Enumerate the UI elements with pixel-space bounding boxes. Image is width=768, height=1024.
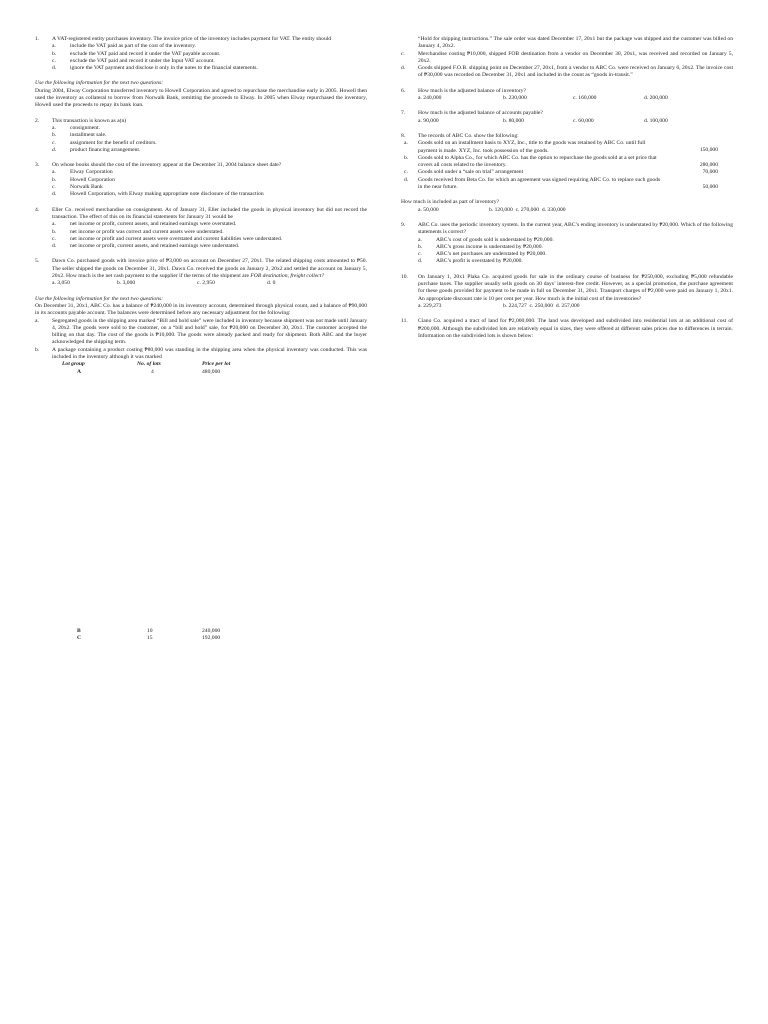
choice: a. 240,000 [418, 95, 442, 102]
option-letter: b. [52, 176, 57, 183]
option-letter: a. [52, 169, 56, 176]
option [401, 237, 733, 244]
question-text: How much is the adjusted balance of accounts payable? [418, 110, 543, 117]
choice: b. 230,000 [503, 95, 527, 102]
choice: d. 0 [267, 280, 276, 287]
question-number: 3. [35, 162, 40, 169]
item-text: Merchandise costing ₱10,000, shipped FOB destination from a vendor on December 30, 20x1, was received and recorded on January 5, 20x2. [418, 50, 733, 64]
info-item [401, 65, 733, 80]
option-letter: a. [52, 43, 56, 50]
option-letter: a. [418, 236, 422, 243]
question-number: 8. [401, 132, 406, 139]
option-letter: c. [418, 251, 422, 258]
record-item [401, 177, 733, 192]
option-text: exclude the VAT paid and record it under the VAT payable account. [70, 50, 221, 57]
column-header: No. of lots [137, 361, 161, 368]
option-text: assignment for the benefit of creditors. [70, 139, 157, 146]
item-amount: 50,000 [702, 183, 718, 190]
option [35, 51, 367, 58]
option [35, 132, 367, 139]
item-letter: a. [35, 317, 39, 324]
option [35, 169, 367, 176]
option [401, 244, 733, 251]
option-letter: c. [52, 57, 56, 64]
item-letter: d. [404, 176, 409, 183]
question-number: 11. [401, 318, 408, 325]
item-text: Goods sold to Alpha Co., for which ABC Co. has the option to repurchase the goods sold at a set price that covers all costs related to the inventory. [418, 154, 657, 169]
lot-count: 10 [147, 628, 153, 634]
option [35, 140, 367, 147]
option-text: net income or profit, current assets, and retained earnings were understated. [70, 243, 240, 250]
lots-header-row [35, 361, 367, 368]
question-11 [401, 318, 733, 340]
record-item [401, 155, 733, 170]
lot-group: B [77, 628, 81, 634]
question-9 [401, 222, 733, 237]
column-header: Price per lot [202, 361, 231, 368]
option [35, 177, 367, 184]
question-5 [35, 258, 367, 287]
item-text: Segregated goods in the shipping area marked “Bill and hold sale” were included in inventory because shipment was not made until January 4, 20x2. The goods were sold to the customer, on a “bill and hold” sale, for ₱20,000 on December 30, 20x1. The customer accepted the billing on that day. The cost of the goods is ₱10,000. The goods were already packed and ready for shipment. Both ABC and the buyer acknowledged the shipping term. [52, 317, 367, 346]
option [35, 243, 367, 250]
option-text: net income or profit, current assets, and retained earnings were overstated. [70, 221, 237, 228]
item-letter: d. [401, 65, 406, 72]
option-letter: d. [418, 258, 423, 265]
choice: b. 3,000 [117, 280, 136, 287]
question-text: Ciano Co. acquired a tract of land for ₱2,000,000. The land was developed and subdivided into residential lots at an additional cost of ₱200,000. Although the subdivided lots are relatively equal in sizes, they were offered at different sales prices due to differences in terrain. Information on the subdivided lots is shown below: [418, 318, 733, 339]
option-letter: c. [52, 139, 56, 146]
option-letter: d. [52, 146, 57, 153]
lot-count: 15 [147, 635, 153, 642]
left-column [35, 36, 367, 376]
answer-choices [418, 95, 733, 102]
lot-price: 240,000 [202, 628, 221, 634]
question-number: 10. [401, 273, 408, 280]
lot-group: A [77, 368, 82, 375]
item-letter: a. [404, 140, 408, 147]
question-italic-tail: FOB destination, freight collect? [250, 273, 325, 280]
question-text: Eller Co. received merchandise on consignment. As of January 31, Eller included the goods in physical inventory but did not record the transaction. The effect of this on its financial statements for January 31 would be [52, 206, 367, 220]
question-text: ABC Co. uses the periodic inventory system. In the current year, ABC’s ending inventory is understated by ₱20,000. Which of the following statements is correct? [418, 221, 733, 236]
info-item [35, 347, 367, 362]
option-letter: b. [418, 243, 423, 250]
question-text: This transaction is known as a(n) [52, 117, 127, 124]
option-letter: d. [52, 191, 57, 198]
question-text: How much is the adjusted balance of inventory? [418, 87, 526, 94]
item-amount: 280,000 [699, 161, 718, 168]
continued-item-b: “Hold for shipping instructions.” The sale order was dated December 17, 20x1 but the package was shipped and the customer was billed on January 4, 20x2. [418, 36, 733, 50]
item-text: Goods received from Beta Co. for which an agreement was signed requiring ABC Co. to replace such goods in the near future. [418, 176, 661, 191]
lot-count: 4 [151, 368, 154, 375]
option-text: exclude the VAT paid and record it under the Input VAT account. [70, 57, 215, 64]
choice: d. 100,000 [644, 117, 668, 124]
question-number: 9. [401, 221, 406, 228]
option-text: Elway Corporation [70, 169, 113, 176]
question-text: The records of ABC Co. show the following: [418, 132, 519, 139]
choice: a. 3,050 [52, 280, 70, 287]
option-letter: b. [52, 132, 57, 139]
option [35, 147, 367, 154]
option-text: product financing arrangement. [70, 146, 141, 153]
option-text: ABC’s net purchases are understated by ₱20,000. [436, 251, 547, 258]
option [35, 191, 367, 198]
item-text: Goods sold on an installment basis to XYZ, Inc., title to the goods was retained by ABC Co. until full payment is made. XYZ, Inc. took possession of the goods. [418, 140, 646, 154]
item-text: Goods shipped F.O.B. shipping point on December 27, 20x1, from a vendor to ABC Co. were received on January 6, 20x2. The invoice cost of ₱30,000 was recorded on December 31, 20x1 and included in the count as “goods in-transit.” [418, 65, 733, 79]
option [35, 125, 367, 132]
option-text: ABC’s cost of goods sold is understated by ₱20,000. [436, 236, 554, 243]
question-1-options [35, 43, 367, 72]
option-letter: c. [52, 235, 56, 242]
option-text: ABC’s profit is overstated by ₱20,000. [436, 258, 523, 265]
choice: d. 200,000 [644, 95, 668, 102]
option-text: include the VAT paid as part of the cost of the inventory. [70, 43, 197, 50]
option-text: Howell Corporation [70, 176, 115, 183]
question-text: On January 1, 20x1 Plaka Co. acquired goods for sale in the ordinary course of business for ₱250,000, excluding ₱5,000 refundable purchase taxes. The supplier usually sells goods on 30 days’ interest-free credit. However, as a special promotion, the purchase agreement for these goods provided for payment to be made in full on December 31, 20x1. Transport charges of ₱2,000 were paid on January 1, 20x1. An appropriate discount rate is 10 per cent per year. How much is the initial cost of the inventories? [418, 273, 733, 302]
choice: a. 90,000 [418, 117, 439, 124]
answer-choices [52, 280, 367, 287]
question-4 [35, 207, 367, 222]
question-number: 2. [35, 117, 40, 124]
option-text: net income or profit and current assets were overstated and current liabilities were understated. [70, 235, 283, 242]
question-number: 5. [35, 258, 40, 265]
choice: c. 160,000 [573, 95, 597, 102]
option-letter: a. [52, 221, 56, 228]
item-amount: 70,000 [702, 169, 718, 176]
info-item [35, 318, 367, 347]
lot-group: C [77, 635, 82, 642]
answer-choices: a. 50,000 b. 120,000 c. 270,000 d. 330,000 [418, 206, 566, 213]
option [35, 229, 367, 236]
option-text: Howell Corporation, with Elway making appropriate note disclosure of the transaction [70, 191, 264, 198]
column-header: Lot group [62, 361, 85, 368]
option-text: ignore the VAT payment and disclose it only in the notes to the financial statements. [70, 65, 258, 72]
question-number: 4. [35, 206, 40, 213]
option-letter: a. [52, 124, 56, 131]
option-letter: b. [52, 50, 57, 57]
question-text: A VAT-registered entity purchases inventory. The invoice price of the inventory includes payment for VAT. The entity should [52, 36, 332, 42]
question-body: Dawn Co. purchased goods with invoice price of ₱3,000 on account on December 27, 20x1. The related shipping costs amounted to ₱50. The seller shipped the goods on December 31, 20x1. Dawn Co. received the goods on January 2, 20x2 and settled the account on January 5, 20x2. How much is the net cash payment to the supplier if the terms of the shipment are [52, 258, 367, 280]
right-column [401, 36, 733, 340]
option-text: installment sale. [70, 132, 107, 139]
question-number: 1. [35, 36, 40, 42]
question-2 [35, 118, 367, 125]
lot-price: 480,000 [202, 368, 221, 375]
lot-price: 192,000 [202, 635, 221, 642]
question-text [52, 258, 367, 280]
option-letter: d. [52, 243, 57, 250]
table-row [77, 628, 277, 635]
choice: b. 80,000 [503, 117, 524, 124]
option [35, 43, 367, 50]
item-letter: c. [404, 169, 408, 176]
item-text: Goods sold under a “sale on trial” arrangement [418, 169, 524, 176]
item-amount: 150,000 [699, 147, 718, 154]
info-heading: Use the following information for the next two questions: [35, 80, 164, 87]
question-6 [401, 88, 733, 103]
option-letter: b. [52, 228, 57, 235]
question-7 [401, 110, 733, 125]
info-heading: Use the following information for the next two questions: [35, 295, 164, 302]
lots-table-continued [77, 628, 277, 643]
info-paragraph: During 2004, Elway Corporation transferred inventory to Howell Corporation and agreed to repurchase the merchandise early in 2005. Howell then used the inventory as collateral to borrow from Norwalk Bank, remitting the proceeds to Elway. In 2005 when Elway repurchased the inventory, Howell used the proceeds to repay its bank loan. [35, 87, 367, 109]
question-text: On whose books should the cost of the inventory appear at the December 31, 2004 balance sheet date? [52, 162, 282, 169]
question-10 [401, 274, 733, 310]
option-letter: d. [52, 65, 57, 72]
question-3 [35, 162, 367, 169]
choice: c. 60,000 [573, 117, 594, 124]
question-8-prompt: How much is included as part of inventory? [401, 199, 500, 206]
option [401, 258, 733, 265]
item-letter: b. [35, 346, 40, 353]
table-row [35, 369, 367, 376]
answer-choices: a. 229,273 b. 224,727 c. 250,000 d. 257,000 [418, 302, 580, 309]
question-number: 7. [401, 110, 406, 117]
option-text: Norwalk Bank [70, 184, 103, 191]
option-text: net income or profit was correct and current assets were understated. [70, 228, 224, 235]
info-item [401, 51, 733, 66]
info-paragraph: On December 31, 20x1, ABC Co. has a balance of ₱240,000 in its inventory account, determined through physical count, and a balance of ₱90,000 in its accounts payable account. The balances were determined before any necessary adjustment for the following: [35, 302, 367, 317]
question-number: 6. [401, 87, 406, 94]
option-text: ABC’s gross income is understated by ₱20,000. [436, 243, 543, 250]
option [35, 65, 367, 72]
item-letter: c. [401, 50, 405, 57]
choice: c. 2,950 [197, 280, 215, 287]
table-row [77, 635, 277, 642]
option [35, 221, 367, 228]
record-item [401, 169, 733, 176]
option-letter: c. [52, 184, 56, 191]
item-letter: b. [404, 154, 409, 161]
record-item [401, 140, 733, 155]
item-text: A package containing a product costing ₱80,000 was standing in the shipping area when the physical inventory was conducted. This was included in the inventory although it was marked [52, 346, 367, 360]
answer-choices [418, 118, 733, 125]
option-text: consignment. [70, 124, 100, 131]
